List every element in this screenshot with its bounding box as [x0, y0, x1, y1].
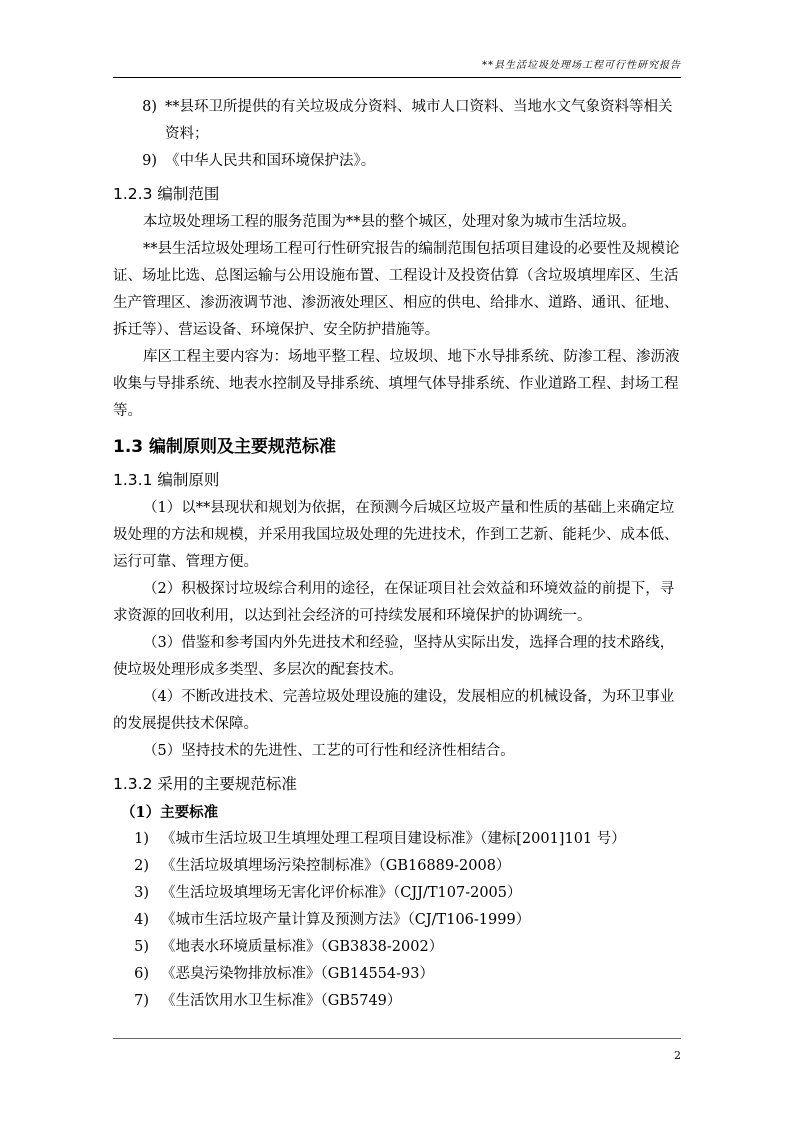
header-title: **县生活垃圾处理场工程可行性研究报告: [482, 60, 681, 71]
list-item-number: 3): [134, 885, 149, 901]
list-item-text: 《城市生活垃圾卫生填埋处理工程项目建设标准》（建标[2001]101 号）: [161, 831, 626, 847]
list-item: [113, 148, 685, 175]
paragraph: 库区工程主要内容为：场地平整工程、垃圾坝、地下水导排系统、防渗工程、渗沥液收集与导排系统、地表水控制及导排系统、填埋气体导排系统、作业道路工程、封场工程等。: [113, 349, 680, 419]
list-item-number: 4): [134, 912, 149, 928]
list-item-text: 《恶臭污染物排放标准》（GB14554-93）: [161, 966, 434, 982]
paragraph: （2）积极探讨垃圾综合利用的途径，在保证项目社会效益和环境效益的前提下，寻求资源的回收利用，以达到社会经济的可持续发展和环境保护的协调统一。: [113, 581, 675, 624]
paragraph: 本垃圾处理场工程的服务范围为**县的整个城区，处理对象为城市生活垃圾。: [143, 214, 636, 230]
page-header: [113, 56, 681, 78]
page-footer: [113, 1038, 681, 1062]
list-item: [113, 988, 685, 1015]
list-item-number: 2): [134, 858, 149, 874]
paragraph: **县生活垃圾处理场工程可行性研究报告的编制范围包括项目建设的必要性及规模论证、场址比选、总图运输与公用设施布置、工程设计及投资估算（含垃圾填埋库区、生活生产管理区、渗沥液调节池、渗沥液处理区、相应的供电、给排水、道路、通讯、征地、拆迁等）、营运设备、环境保护、安全防护措施等。: [113, 241, 680, 338]
list-item-number: 7): [134, 993, 149, 1009]
section-heading-1-3-1: 1.3.1 编制原则: [113, 471, 220, 489]
list-item: [113, 853, 685, 880]
section-heading-1-3: 1.3 编制原则及主要规范标准: [113, 437, 337, 457]
list-item-number: 8): [142, 99, 157, 115]
list-item-text: 《地表水环境质量标准》（GB3838-2002）: [161, 939, 444, 955]
list-item: [113, 961, 685, 988]
section-heading-1-2-3: 1.2.3 编制范围: [113, 185, 220, 203]
paragraph: （3）借鉴和参考国内外先进技术和经验，坚持从实际出发，选择合理的技术路线，使垃圾处理形成多类型、多层次的配套技术。: [113, 635, 675, 678]
list-item-number: 9): [142, 153, 157, 169]
paragraph: （1）以**县现状和规划为依据，在预测今后城区垃圾产量和性质的基础上来确定垃圾处理的方法和规模，并采用我国垃圾处理的先进技术，作到工艺新、能耗少、成本低、运行可靠、管理方便。: [113, 500, 679, 570]
list-item-text: 《中华人民共和国环境保护法》。: [165, 153, 376, 169]
page-number: 2: [674, 1049, 681, 1062]
list-item-text: 《城市生活垃圾产量计算及预测方法》（CJ/T106-1999）: [161, 912, 531, 928]
subheading-main-standards: （1）主要标准: [121, 804, 219, 821]
paragraph: （5）坚持技术的先进性、工艺的可行性和经济性相结合。: [143, 743, 515, 759]
paragraph: （4）不断改进技术、完善垃圾处理设施的建设，发展相应的机械设备，为环卫事业的发展提供技术保障。: [113, 689, 675, 732]
list-item-number: 1): [134, 831, 149, 847]
list-item-text: 《生活饮用水卫生标准》（GB5749）: [161, 993, 402, 1009]
list-item-text: 《生活垃圾填埋场污染控制标准》（GB16889-2008）: [161, 858, 511, 874]
list-item: [113, 934, 685, 961]
document-body: [113, 94, 685, 1015]
list-item-text: 《生活垃圾填埋场无害化评价标准》（CJJ/T107-2005）: [161, 885, 522, 901]
section-heading-1-3-2: 1.3.2 采用的主要规范标准: [113, 775, 297, 793]
list-item-text: **县环卫所提供的有关垃圾成分资料、城市人口资料、当地水文气象资料等相关资料；: [165, 99, 673, 142]
list-item: [113, 907, 685, 934]
list-item: [113, 880, 685, 907]
list-item-number: 5): [134, 939, 149, 955]
list-item: [113, 826, 685, 853]
list-item-number: 6): [134, 966, 149, 982]
list-item: [113, 94, 685, 148]
